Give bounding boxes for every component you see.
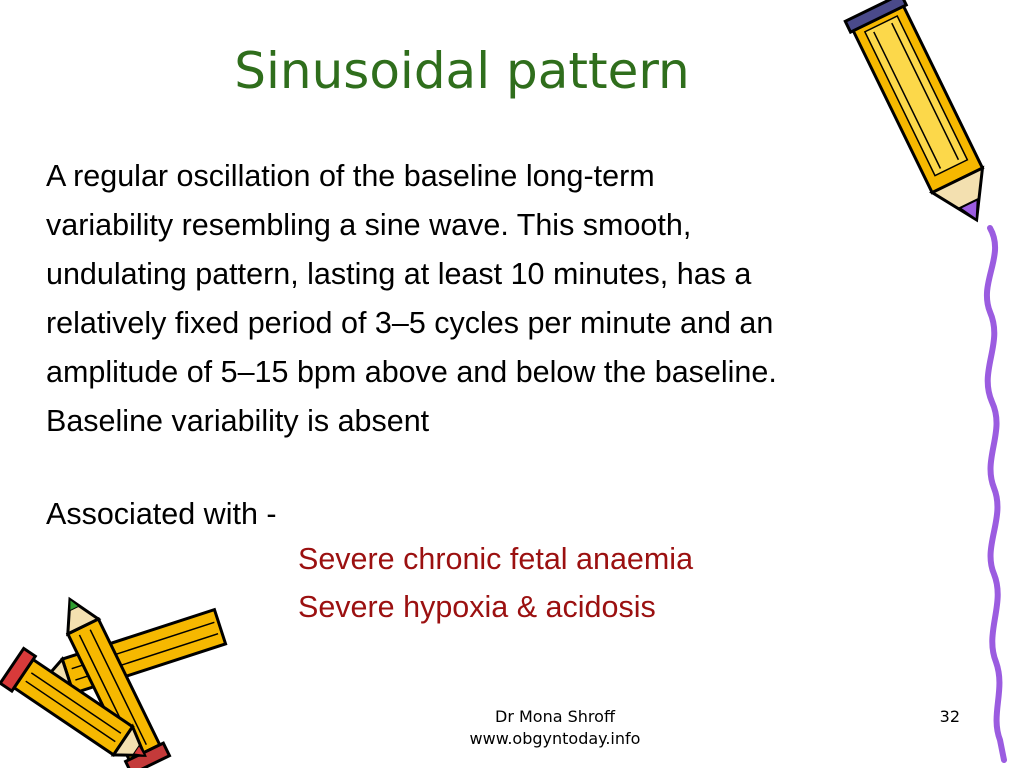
associated-item: Severe chronic fetal anaemia [298,542,694,576]
crossed-pencils-icon [0,590,225,768]
footer-author: Dr Mona Shroff [495,707,615,726]
associated-with-label: Associated with - [46,497,277,531]
definition-line: variability resembling a sine wave. This smooth, [46,208,692,242]
definition-line: amplitude of 5–15 bpm above and below the baseline. [46,355,777,389]
footer [400,706,710,750]
definition-line: A regular oscillation of the baseline long-term [46,159,655,193]
page-number: 32 [939,707,960,726]
footer-website: www.obgyntoday.info [469,729,641,748]
associated-item: Severe hypoxia & acidosis [298,590,656,624]
definition-text [46,152,1006,446]
definition-line: undulating pattern, lasting at least 10 minutes, has a [46,257,752,291]
definition-line: Baseline variability is absent [46,404,430,438]
definition-line: relatively fixed period of 3–5 cycles per minute and an [46,306,774,340]
slide-title: Sinusoidal pattern [234,42,690,100]
